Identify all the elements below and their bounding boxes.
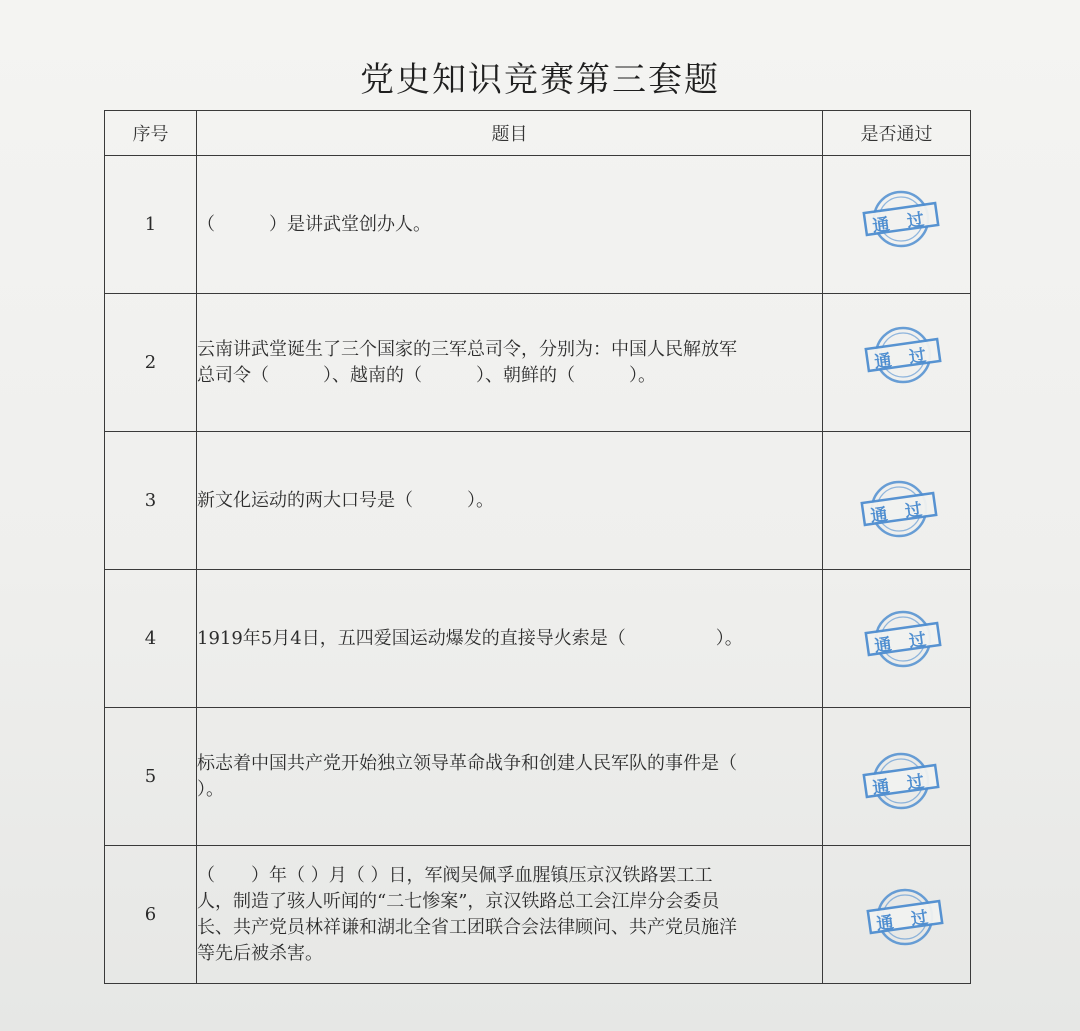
- pass-stamp-icon: [865, 887, 945, 947]
- question-row: [105, 846, 971, 984]
- pass-stamp-icon: [861, 189, 941, 249]
- pass-cell: [823, 846, 971, 984]
- question-number: 6: [105, 846, 197, 984]
- question-number: 2: [105, 294, 197, 432]
- quiz-body: [105, 156, 971, 984]
- question-row: [105, 294, 971, 432]
- question-text: [197, 294, 823, 432]
- pass-stamp-label: 通 过: [868, 498, 929, 527]
- pass-stamp-icon: [863, 325, 943, 385]
- question-line: 标志着中国共产党开始独立领导革命战争和创建人民军队的事件是（: [197, 752, 737, 774]
- pass-cell: [823, 432, 971, 570]
- question-row: [105, 432, 971, 570]
- question-text: [197, 570, 823, 708]
- question-number: 3: [105, 432, 197, 570]
- pass-stamp-label: 通 过: [870, 770, 931, 799]
- quiz-table: [104, 110, 971, 984]
- pass-stamp-label: 通 过: [872, 628, 933, 657]
- pass-stamp-label: 通 过: [872, 344, 933, 373]
- question-line: 1919年5月4日，五四爱国运动爆发的直接导火索是（ ）。: [197, 627, 743, 649]
- pass-stamp-icon: [859, 479, 939, 539]
- header-question: 题目: [197, 111, 823, 156]
- question-row: [105, 570, 971, 708]
- question-text: [197, 846, 823, 984]
- pass-stamp-icon: [861, 751, 941, 811]
- header-passed: 是否通过: [823, 111, 971, 156]
- pass-cell: [823, 708, 971, 846]
- pass-stamp-label: 通 过: [870, 208, 931, 237]
- page-title: 党史知识竞赛第三套题: [360, 60, 720, 100]
- question-line: （ ）年（ ）月（ ）日，军阀吴佩孚血腥镇压京汉铁路罢工工: [197, 864, 713, 886]
- question-line: 新文化运动的两大口号是（ ）。: [197, 489, 494, 511]
- question-row: [105, 156, 971, 294]
- header-number: 序号: [105, 111, 197, 156]
- question-number: 1: [105, 156, 197, 294]
- question-row: [105, 708, 971, 846]
- pass-stamp-icon: [863, 609, 943, 669]
- question-line: ）。: [197, 778, 224, 800]
- question-text: [197, 432, 823, 570]
- question-line: 长、共产党员林祥谦和湖北全省工团联合会法律顾问、共产党员施洋: [197, 916, 737, 938]
- question-text: [197, 156, 823, 294]
- question-line: 等先后被杀害。: [197, 942, 323, 964]
- question-number: 5: [105, 708, 197, 846]
- pass-cell: [823, 294, 971, 432]
- question-number: 4: [105, 570, 197, 708]
- header-row: [105, 111, 971, 156]
- question-line: （ ）是讲武堂创办人。: [197, 213, 431, 235]
- question-line: 云南讲武堂诞生了三个国家的三军总司令，分别为：中国人民解放军: [197, 338, 737, 360]
- pass-stamp-label: 通 过: [874, 906, 935, 935]
- question-line: 总司令（ ）、越南的（ ）、朝鲜的（ ）。: [197, 364, 656, 386]
- pass-cell: [823, 156, 971, 294]
- question-line: 人，制造了骇人听闻的“二七惨案”，京汉铁路总工会江岸分会委员: [197, 890, 720, 912]
- pass-cell: [823, 570, 971, 708]
- question-text: [197, 708, 823, 846]
